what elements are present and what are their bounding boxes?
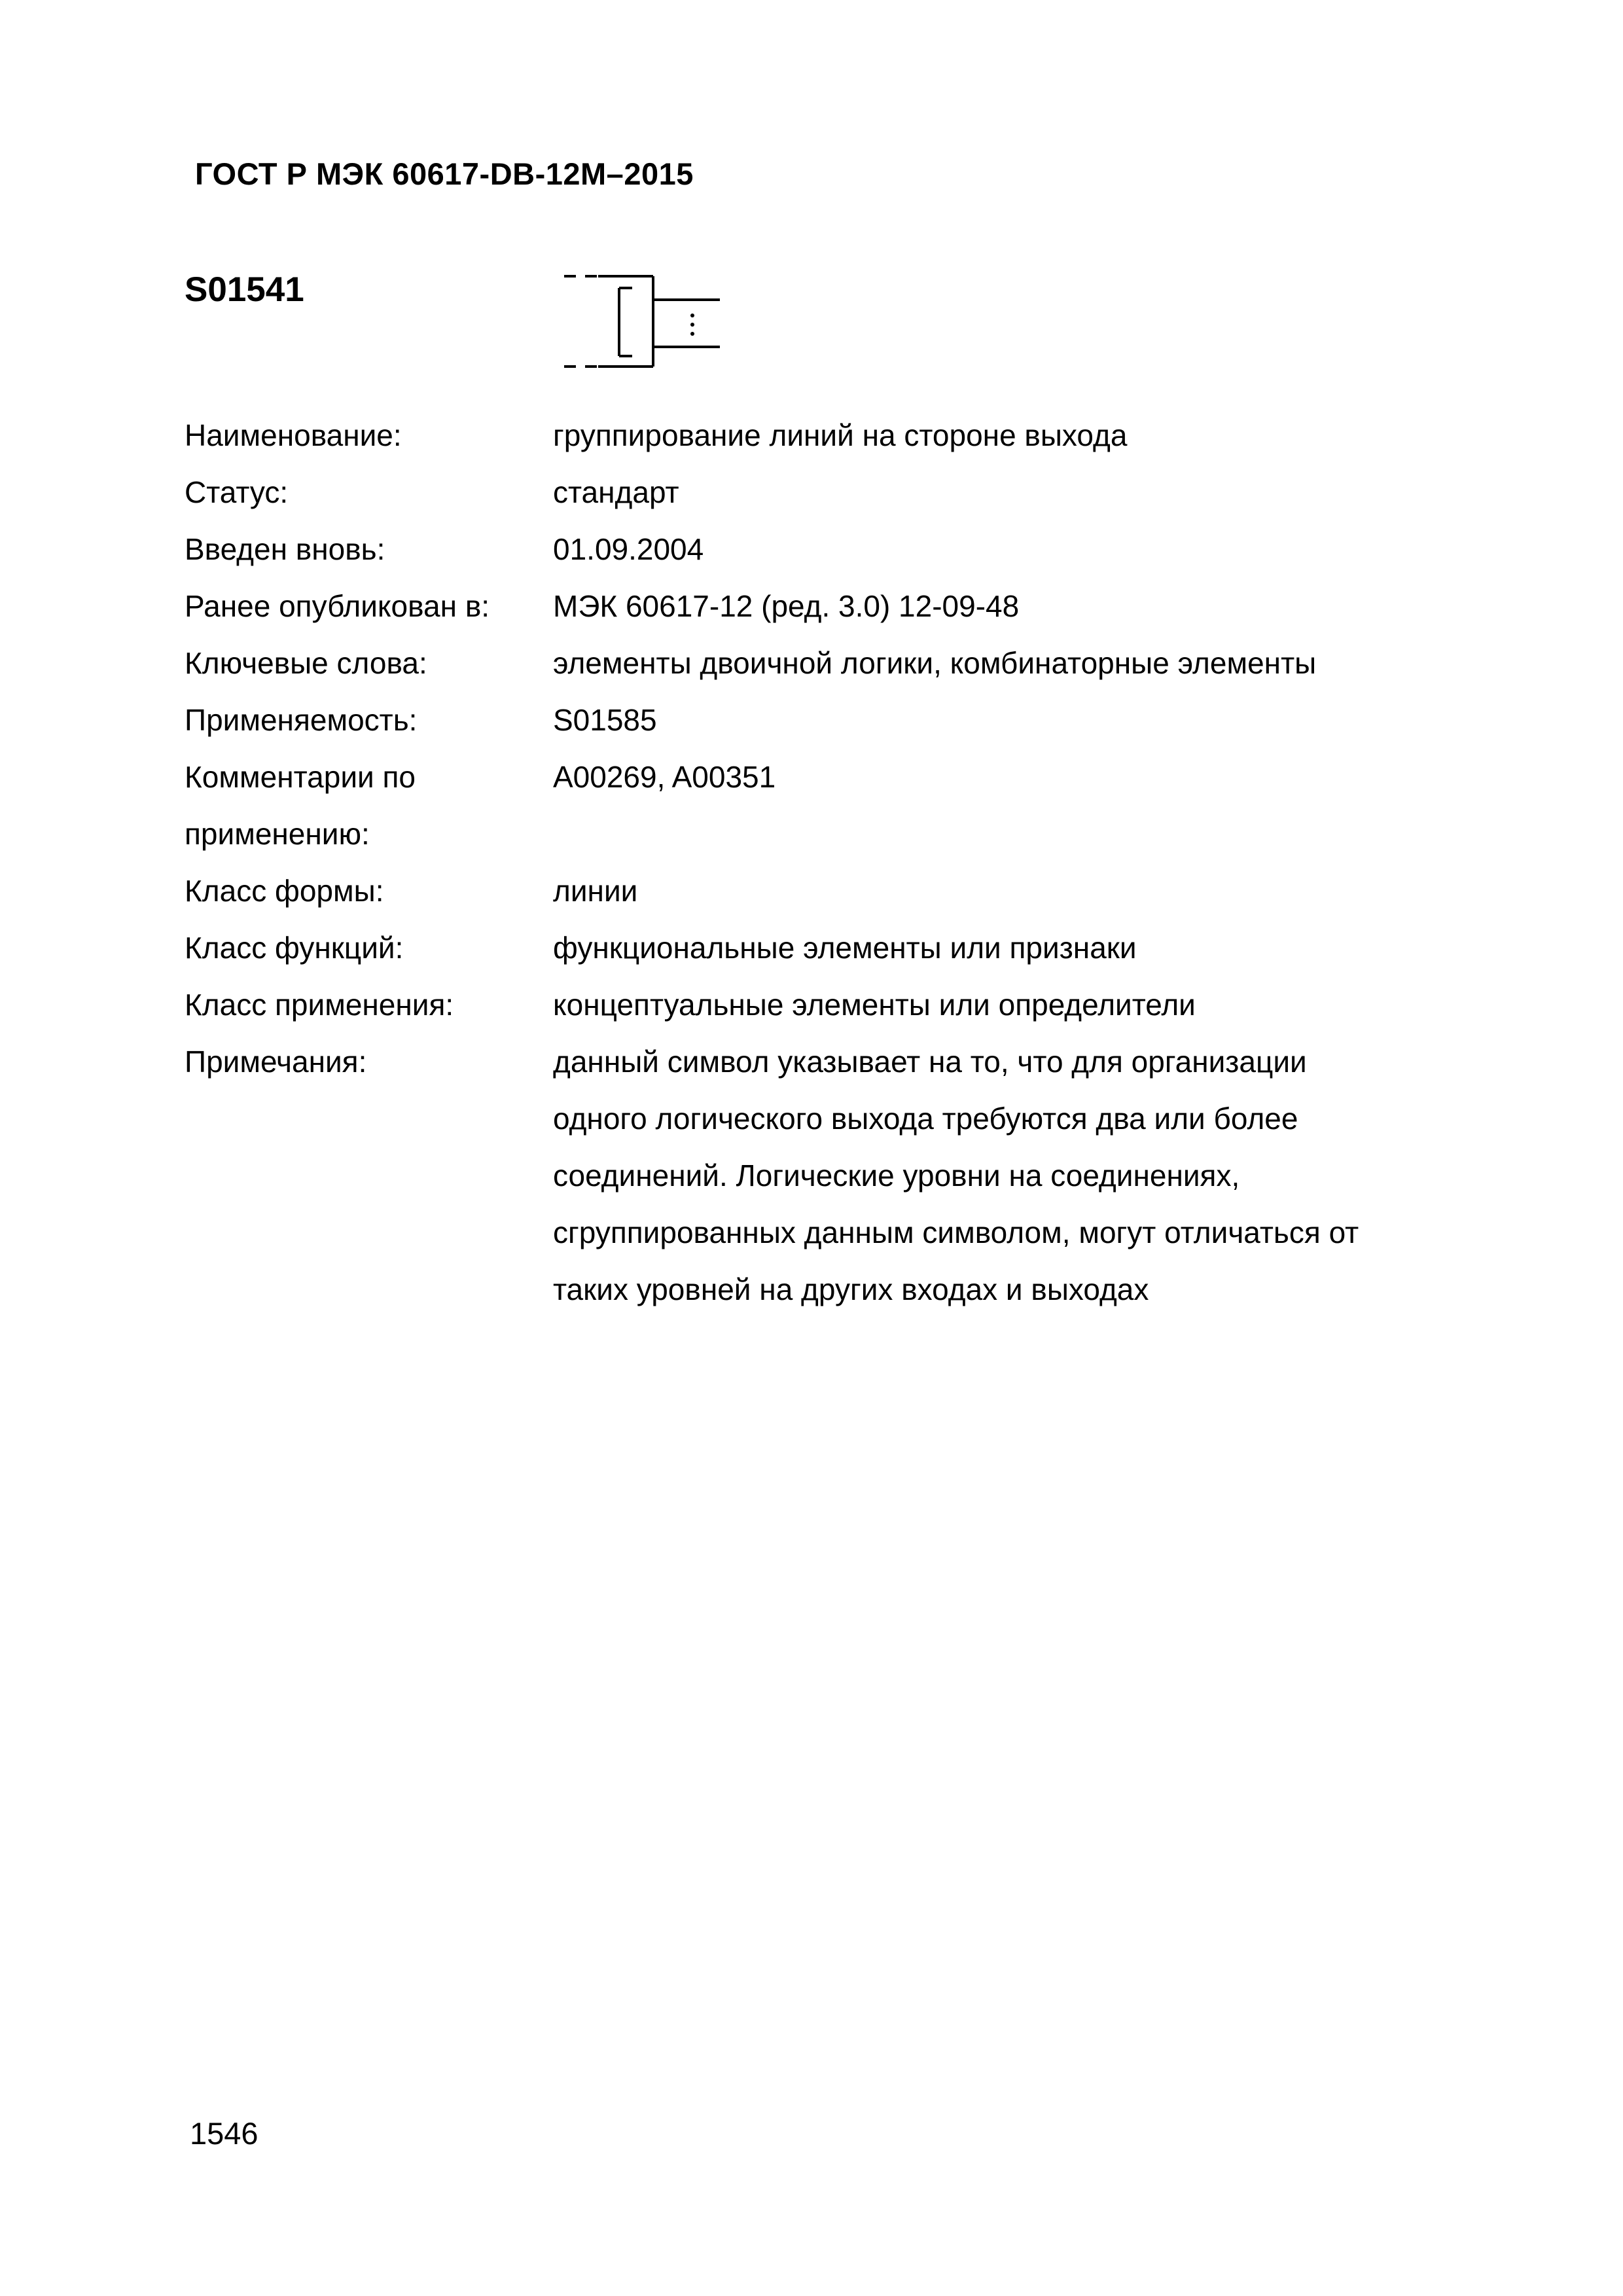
property-label [185, 1033, 553, 1090]
property-label [185, 977, 553, 1033]
property-value-line: данный символ указывает на то, что для организации [553, 1045, 1307, 1079]
property-value [553, 521, 1526, 578]
property-value-line: S01585 [553, 703, 657, 737]
property-value-line: линии [553, 874, 638, 908]
document-header-title: ГОСТ Р МЭК 60617-DB-12M–2015 [195, 156, 694, 191]
symbol-properties-table [185, 407, 1526, 1318]
property-label-line: Применяемость: [185, 703, 418, 737]
property-label-line: применению: [185, 817, 370, 851]
property-label-line: Статус: [185, 475, 289, 509]
property-row [185, 521, 1526, 578]
property-value-line: концептуальные элементы или определители [553, 988, 1196, 1022]
property-value-line: таких уровней на других входах и выходах [553, 1272, 1149, 1306]
property-label-line: Класс формы: [185, 874, 384, 908]
property-label-line: Комментарии по [185, 760, 416, 794]
property-row [185, 749, 1526, 863]
property-value-line: сгруппированных данным символом, могут отличаться от [553, 1215, 1359, 1249]
property-label [185, 464, 553, 521]
property-label [185, 635, 553, 692]
property-label-line: Ранее опубликован в: [185, 589, 490, 623]
property-label [185, 578, 553, 635]
property-value [553, 863, 1526, 920]
property-label [185, 521, 553, 578]
property-row [185, 578, 1526, 635]
property-value-line: элементы двоичной логики, комбинаторные элементы [553, 646, 1317, 680]
property-row [185, 692, 1526, 749]
property-value [553, 464, 1526, 521]
property-label-line: Класс применения: [185, 988, 454, 1022]
property-value [553, 635, 1526, 692]
property-value [553, 749, 1526, 806]
property-label-line: Примечания: [185, 1045, 367, 1079]
page-number: 1546 [190, 2116, 259, 2151]
property-label-line: Класс функций: [185, 931, 404, 965]
property-label [185, 749, 553, 863]
symbol-code: S01541 [185, 270, 304, 309]
property-row [185, 920, 1526, 977]
property-label-line: Введен вновь: [185, 532, 385, 566]
property-value-line: группирование линий на стороне выхода [553, 418, 1128, 452]
property-row [185, 464, 1526, 521]
property-value [553, 692, 1526, 749]
property-label [185, 407, 553, 464]
property-value-line: стандарт [553, 475, 679, 509]
property-value-line: соединений. Логические уровни на соединениях, [553, 1158, 1240, 1193]
property-value-line: одного логического выхода требуются два или более [553, 1102, 1298, 1136]
property-value [553, 920, 1526, 977]
property-label [185, 920, 553, 977]
property-value [553, 407, 1526, 464]
property-label-line: Ключевые слова: [185, 646, 427, 680]
property-row [185, 977, 1526, 1033]
property-value-line: A00269, A00351 [553, 760, 776, 794]
output-line-grouping-symbol-icon [564, 270, 728, 374]
property-label [185, 692, 553, 749]
property-label-line: Наименование: [185, 418, 402, 452]
property-label [185, 863, 553, 920]
property-row [185, 863, 1526, 920]
property-value-line: функциональные элементы или признаки [553, 931, 1137, 965]
property-value [553, 977, 1526, 1033]
property-row [185, 1033, 1526, 1318]
property-row [185, 635, 1526, 692]
property-value [553, 1033, 1526, 1318]
property-row [185, 407, 1526, 464]
property-value [553, 578, 1526, 635]
property-value-line: МЭК 60617-12 (ред. 3.0) 12-09-48 [553, 589, 1020, 623]
property-value-line: 01.09.2004 [553, 532, 704, 566]
